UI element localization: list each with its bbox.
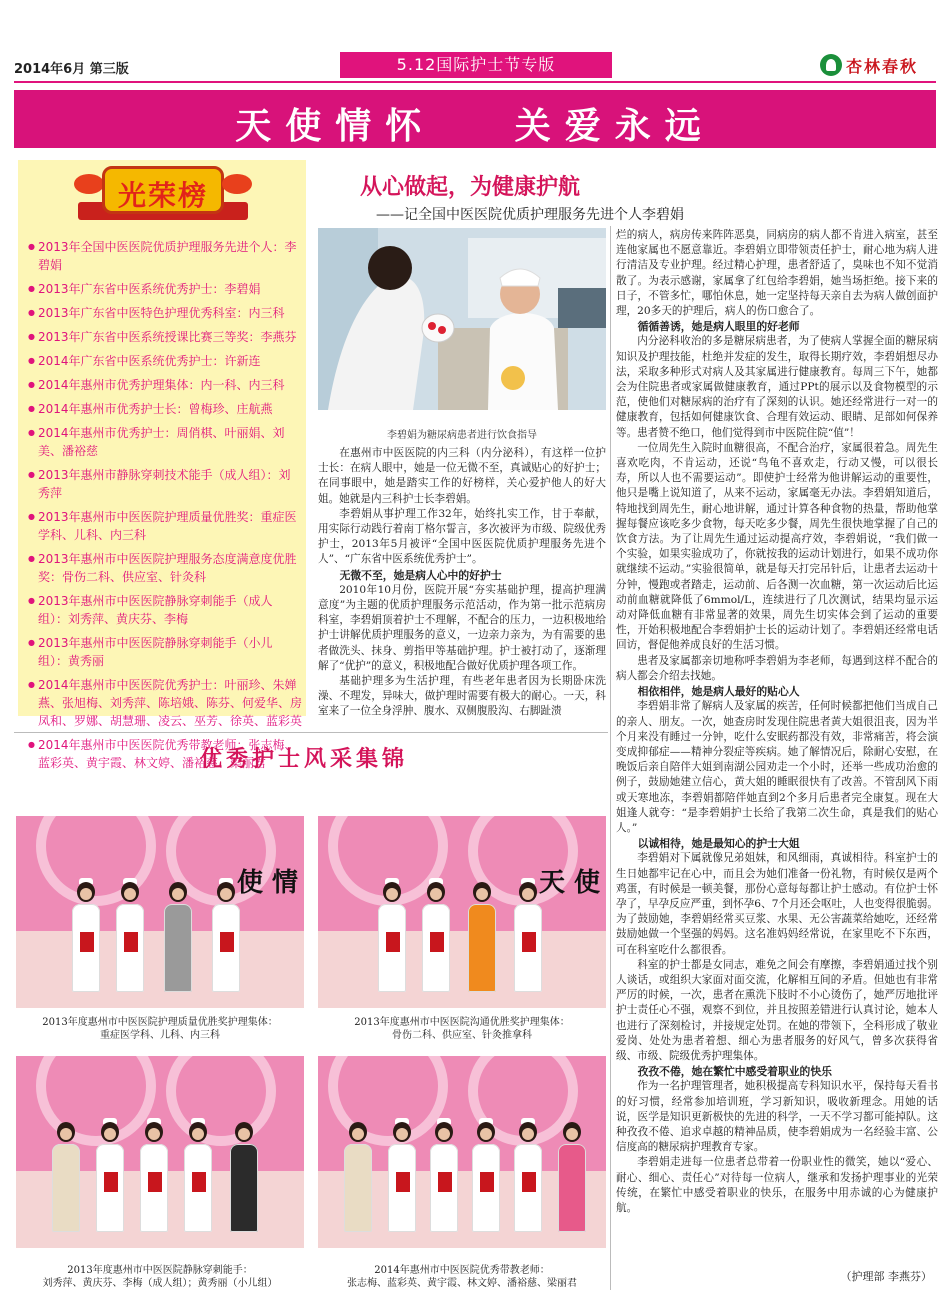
banner xyxy=(14,90,936,148)
caption-line: 刘秀萍、黄庆芬、李梅（成人组）；黄秀丽（小儿组） xyxy=(42,1278,278,1289)
gallery-title: 优秀护士风采集锦 xyxy=(200,746,409,772)
gallery-photo-4 xyxy=(318,1056,606,1248)
backdrop-text: 天 使 xyxy=(538,868,600,898)
gallery-caption-3 xyxy=(16,1264,304,1290)
gallery-photo-3 xyxy=(16,1056,304,1248)
honor-item: ● 2013年惠州市中医医院护理质量优胜奖：重症医学科、儿科、内三科 xyxy=(30,508,302,544)
caption-line: 2013年度惠州市中医医院护理质量优胜奖护理集体： xyxy=(42,1017,278,1028)
honor-item: ● 2013年全国中医医院优质护理服务先进个人：李碧娟 xyxy=(30,238,302,274)
section-heading: 孜孜不倦，她在繁忙中感受着职业的快乐 xyxy=(637,1065,832,1079)
honor-item: ● 2014年惠州市优秀护士长：曾梅珍、庄航燕 xyxy=(30,400,302,418)
article-column-2 xyxy=(616,228,938,1290)
honor-title-text: 光荣榜 xyxy=(117,179,208,212)
caption-line: 重症医学科、儿科、内三科 xyxy=(100,1030,220,1041)
brand-name: 杏林春秋 xyxy=(846,57,919,76)
gallery-caption-1 xyxy=(16,1016,304,1042)
caption-line: 骨伤二科、供应室、针灸推拿科 xyxy=(392,1030,532,1041)
leaf-logo-icon xyxy=(820,54,842,76)
carp-icon xyxy=(222,174,252,194)
honor-item: ● 2013年广东省中医系统优秀护士：李碧娟 xyxy=(30,280,302,298)
nurse-consultation-photo xyxy=(318,228,606,410)
honor-item: ● 2013年广东省中医系统授课比赛三等奖：李燕芬 xyxy=(30,328,302,346)
brand-logo xyxy=(820,54,936,76)
section-heading: 无微不至，她是病人心中的好护士 xyxy=(339,568,502,582)
gallery-photo-2 xyxy=(318,816,606,1008)
backdrop-text: 使 情 xyxy=(236,868,298,898)
article-headline: 从心做起，为健康护航 xyxy=(359,174,580,200)
gallery-caption-2 xyxy=(318,1016,606,1042)
honor-item: ● 2014年惠州市中医医院优秀护士：叶丽珍、朱婵燕、张旭梅、刘秀萍、陈培娥、陈芬、何爱华、房凤和、罗娜、胡慧珊、凌云、巫芳、徐英、蓝彩英 xyxy=(30,676,302,730)
honor-board xyxy=(18,160,306,770)
gallery-caption-4 xyxy=(318,1264,606,1290)
honor-board-title xyxy=(78,166,248,228)
section-heading: 以诚相待，她是最知心的护士大姐 xyxy=(637,837,800,851)
caption-line: 2013年度惠州市中医医院沟通优胜奖护理集体： xyxy=(354,1017,570,1028)
honor-item: ● 2014年惠州市优秀护士：周俏棋、叶丽娟、刘美、潘裕慈 xyxy=(30,424,302,460)
honor-item: ● 2013年惠州市中医医院静脉穿刺能手（小儿组）：黄秀丽 xyxy=(30,634,302,670)
honor-list xyxy=(30,238,302,778)
paragraph: 基础护理多为生活护理，有些老年患者因为长期卧床洗澡、不理发，异味大，做护理时需要有极大的耐心。一天，科室来了一位全身浮肿、腹水、双侧腹股沟、右脚趾溃 xyxy=(318,675,606,718)
gallery-photo-1 xyxy=(16,816,304,1008)
paragraph: 李碧娟对下属就像兄弟姐妹，和风细雨，真诚相待。科室护士的生日她都牢记在心中，而且会为她们准备一份礼物，有时候仅是两个鸡蛋，有时候是一顿美餐，那份心意每每都让护士感动。有位护士怀孕了，早孕反应严重，到怀孕6、7个月还会呕吐，人也变得很脆弱。为了鼓励她，李碧娟经常买豆浆、水果、无公害蔬菜给她吃，还经常鼓励她做一个坚强的妈妈。这名准妈妈经常说，在家里吃不下东西，可在科室吃什么都很香。 xyxy=(616,852,938,956)
column-divider xyxy=(610,226,611,1290)
paragraph: 烂的病人，病房传来阵阵恶臭，同病房的病人都不肯进入病室，甚至连他家属也不愿意靠近。李碧娟立即带领责任护士，耐心地为病人进行清洁及专业护理。经过精心护理，患者舒适了，臭味也不知不觉消散了。为表示感谢，家属拿了红包给李碧娟，她当场拒绝。接下来的日子，不管多忙，哪怕休息，她一定坚持每天亲自去为病人做创面护理，20多天的护理后，病人的伤口愈合了。 xyxy=(616,229,938,318)
caption-line: 张志梅、蓝彩英、黄宇霞、林文婷、潘裕慈、梁丽君 xyxy=(347,1278,577,1289)
article-author: （护理部 李燕芬） xyxy=(840,1270,932,1283)
header-divider xyxy=(14,81,936,83)
paragraph: 2010年10月份，医院开展“夯实基础护理，提高护理满意度”为主题的优质护理服务示范活动，作为第一批示范病房科室，李碧娟顶着护士不理解，不配合的压力，一边积极地给护士讲解优质护理服务的意义，一边亲力亲为，为有需要的患者做洗头、抹身、剪指甲等基础护理。护士被打动了，逐渐理解了“优护”的意义，积极地配合做好优质护理各项工作。 xyxy=(318,583,606,672)
article-subhead: ——记全国中医医院优质护理服务先进个人李碧娟 xyxy=(376,207,684,223)
paragraph: 内分泌科收治的多是糖尿病患者，为了使病人掌握全面的糖尿病知识及护理技能，杜绝并发症的发生，取得长期疗效，李碧娟想尽办法，采取多种形式对病人及其家属进行健康教育。每周三下午，她都会为住院患者或家属做健康教育，通过PPt的展示以及食物模型的示范，使他们对糖尿病的治疗有了深刻的认识。她还经常进行一对一的健康教育，包括如何健康饮食、合理有效运动、眼睛、足部如何保养等。患者赞不绝口，他们觉得到市中医院住院“值”！ xyxy=(616,335,938,439)
honor-item: ● 2013年惠州市中医医院护理服务态度满意度优胜奖：骨伤二科、供应室、针灸科 xyxy=(30,550,302,586)
article-column-1 xyxy=(318,446,606,736)
page-header xyxy=(14,52,936,78)
honor-plaque xyxy=(102,166,224,214)
honor-item: ● 2014年惠州市中医医院优秀带教老师：张志梅、蓝彩英、黄宇霞、林文婷、潘裕慈、梁丽君 xyxy=(30,736,302,772)
caption-line: 2014年惠州市中医医院优秀带教老师： xyxy=(374,1265,550,1276)
carp-icon xyxy=(74,174,104,194)
article-photo-caption: 李碧娟为糖尿病患者进行饮食指导 xyxy=(387,430,537,441)
gallery-divider xyxy=(14,732,608,733)
honor-item: ● 2013年惠州市静脉穿刺技术能手（成人组）：刘秀萍 xyxy=(30,466,302,502)
paragraph: 在惠州市中医医院的内三科（内分泌科），有这样一位护士长：在病人眼中，她是一位无微不至，真诚贴心的好护士；在同事眼中，她是踏实工作的好榜样，关心爱护他人的好大姐。她就是内三科护士长李碧娟。 xyxy=(318,447,606,505)
honor-item: ● 2013年广东省中医特色护理优秀科室：内三科 xyxy=(30,304,302,322)
special-issue-badge: 5.12国际护士节专版 xyxy=(340,52,612,78)
paragraph: 一位周先生入院时血糖很高，不配合治疗，家属很着急。周先生喜欢吃肉，不肯运动，还说“鸟龟不喜欢走，行动又慢，可以很长寿，所以人也不需要运动”。即使护士经常为他讲解运动的重要性，他只是嘴上说知道了，从来不运动，家属毫无办法。李碧娟知道后，特地找到周先生，耐心地讲解，通过计算各种食物的热量，帮助他掌握每餐应该吃多少食物，每天吃多少餐，周先生很快地掌握了自己的饮食方法。为了让周先生通过运动提高疗效，李碧娟说，“我们做一个实验，如果实验成功了，你就按我的运动计划进行，如果不成功你就继续不运动。”实验很简单，就是每天打完吊针后，让患者去运动十分钟，慢跑或者踏走，运动前、后各测一次血糖，第一次运动后比运动前血糖就降低了6mmol/L，连续进行了几次测试，结果均显示运动对降低血糖有非常显著的效果，周先生切实体会到了运动的重要性，开始积极地配合李碧娟护士长的运动计划了。李碧娟还经常电话回访，督促他养成良好的生活习惯。 xyxy=(616,441,938,652)
honor-item: ● 2014年惠州市优秀护理集体：内一科、内三科 xyxy=(30,376,302,394)
honor-item: ● 2014年广东省中医系统优秀护士：许新连 xyxy=(30,352,302,370)
banner-title: 天使情怀 关爱永远 xyxy=(235,106,715,147)
section-heading: 循循善诱，她是病人眼里的好老师 xyxy=(637,320,800,334)
issue-info: 2014年6月 第三版 xyxy=(14,62,129,77)
caption-line: 2013年度惠州市中医医院静脉穿刺能手： xyxy=(67,1265,253,1276)
paragraph: 科室的护士都是女同志，难免之间会有摩擦，李碧娟通过找个别人谈话，或组织大家面对面交流，化解相互间的矛盾。但她也有非常严厉的时候，一次，患者在熏洗下肢时不小心烫伤了，她严厉地批评护士责任心不强，观察不到位，并且按照差错进行认真讨论，她本人也进行了深刻检讨，并接规定处罚。在她的带领下，全科形成了敬业爱岗、处处为患者着想、细心为患者服务的好风气，曾多次获得省级、市级、院级优秀护理集体。 xyxy=(616,958,938,1062)
paragraph: 李碧娟从事护理工作32年，始终扎实工作，甘于奉献，用实际行动践行着南丁格尔誓言，多次被评为市级、院级优秀护士，2013年5月被评“全国中医医院优质护理服务先进个人”、“广东省中医系统优秀护士”。 xyxy=(318,507,606,566)
paragraph: 患者及家属都亲切地称呼李碧娟为李老师，每遇到这样不配合的病人都会介绍去找她。 xyxy=(616,654,938,682)
article-photo xyxy=(318,228,606,410)
paragraph: 作为一名护理管理者，她积极提高专科知识水平，保持每天看书的好习惯，经常参加培训班，学习新知识，吸收新理念。用她的话说，医学是知识更新极快的先进的科学，一天不学习都可能掉队。这种孜孜不倦、追求卓越的精神品质，使李碧娟成为一名经验丰富、公信度高的糖尿病护理教育专家。 xyxy=(616,1080,938,1154)
section-heading: 相依相伴，她是病人最好的贴心人 xyxy=(637,685,800,699)
paragraph: 李碧娟走进每一位患者总带着一份职业性的微笑，她以“爱心、耐心、细心、责任心”对待每一位病人，继承和发扬护理事业的光荣传统，在繁忙中感受着职业的快乐，在服务中用赤诚的心为健康护航。 xyxy=(616,1156,938,1214)
paragraph: 李碧娟非常了解病人及家属的疾苦，任何时候都把他们当成自己的亲人、朋友。一次，她查房时发现住院患者黄大姐很沮丧，因为半个月来没有睡过一分钟，吃什么安眠药都没有效，非常痛苦，将会演变成抑郁症——精神分裂症等疾病。她了解情况后，除耐心安慰，在晚饭后亲自陪伴大姐到南湖公园劝走一个小时，还举一些成功治愈的例子，鼓励她建立信心，黄大姐的睡眠很快有了改善。不管刮风下雨或天寒地冻，李碧娟都陪伴她直到2个多月后患者完全康复。现在大姐逢人就夸：“是李碧娟护士长给了我第二次生命，真是我们的贴心人。” xyxy=(616,700,938,834)
honor-item: ● 2013年惠州市中医医院静脉穿刺能手（成人组）：刘秀萍、黄庆芬、李梅 xyxy=(30,592,302,628)
